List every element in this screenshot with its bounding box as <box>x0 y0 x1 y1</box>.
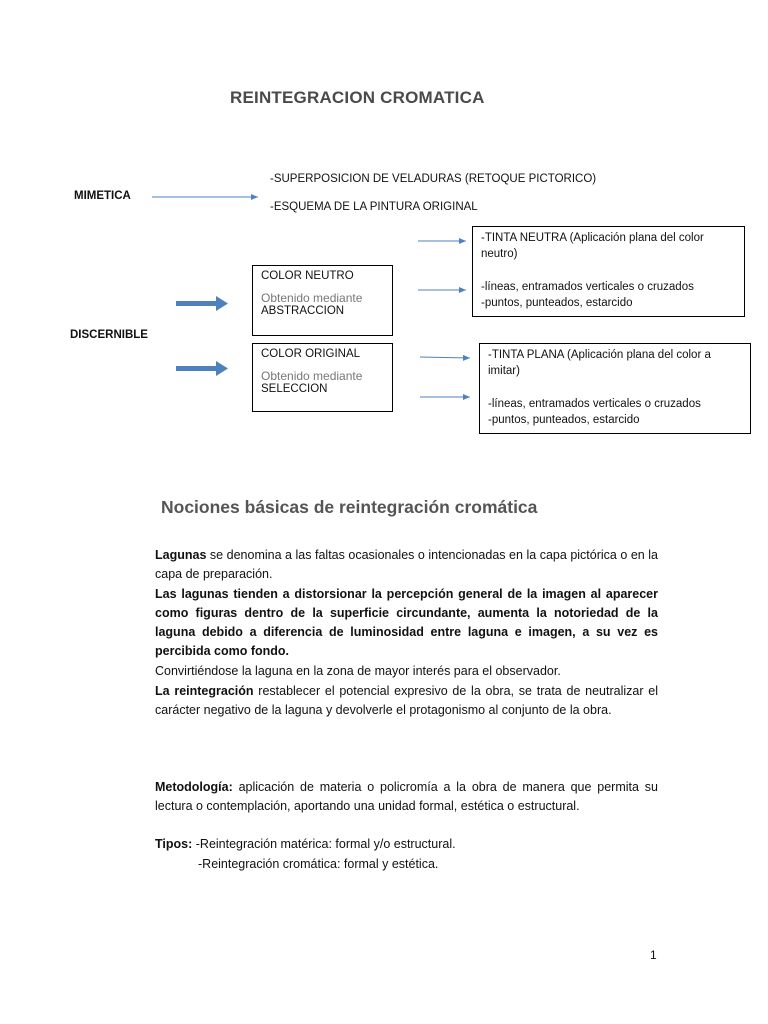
color-original-foot: SELECCION <box>261 383 328 395</box>
tinta-neutra-line-4: -puntos, punteados, estarcido <box>481 297 633 309</box>
paragraph-distorsion <box>155 585 658 661</box>
discernible-label: DISCERNIBLE <box>70 329 148 341</box>
paragraph-metodologia <box>155 778 658 816</box>
distorsion-text: Las lagunas tienden a distorsionar la percepción general de la imagen al aparecer como figuras dentro de la superficie circundante, aumenta la notoriedad de la laguna debido a diferencia de luminosidad entre laguna e imagen, a su vez es percibida como fondo. <box>155 587 658 658</box>
color-neutro-foot: ABSTRACCION <box>261 305 345 317</box>
paragraph-tipos <box>155 835 658 854</box>
lagunas-term: Lagunas <box>155 548 207 562</box>
tipos-item-2: -Reintegración cromática: formal y estética. <box>198 857 439 871</box>
tipos-item-1: -Reintegración matérica: formal y/o estructural. <box>192 837 456 851</box>
paragraph-lagunas <box>155 546 658 584</box>
color-original-head: COLOR ORIGINAL <box>261 348 361 360</box>
tinta-plana-line-4: -puntos, punteados, estarcido <box>488 414 640 426</box>
tinta-neutra-line-1: -TINTA NEUTRA (Aplicación plana del color <box>481 232 704 244</box>
tinta-neutra-line-2: neutro) <box>481 248 518 260</box>
color-original-box <box>252 343 393 412</box>
paragraph-interes: Convirtiéndose la laguna en la zona de mayor interés para el observador. <box>155 664 561 678</box>
metodologia-term: Metodología: <box>155 780 233 794</box>
block-arrow-original <box>176 361 228 376</box>
page-title: REINTEGRACION CROMATICA <box>230 88 485 107</box>
mimetica-item-1: -SUPERPOSICION DE VELADURAS (RETOQUE PICTORICO) <box>270 173 597 185</box>
tinta-neutra-line-3: -líneas, entramados verticales o cruzados <box>481 281 694 293</box>
page-number: 1 <box>650 948 657 962</box>
tinta-plana-line-1: -TINTA PLANA (Aplicación plana del color a <box>488 349 711 361</box>
color-original-sub: Obtenido mediante <box>261 369 363 383</box>
tinta-plana-line-2: imitar) <box>488 365 520 377</box>
reintegracion-term: La reintegración <box>155 684 254 698</box>
tinta-plana-line-3: -líneas, entramados verticales o cruzados <box>488 398 701 410</box>
color-neutro-sub: Obtenido mediante <box>261 291 363 305</box>
color-neutro-head: COLOR NEUTRO <box>261 270 354 282</box>
block-arrow-neutro <box>176 296 228 311</box>
arrow-to-tinta-plana <box>420 357 470 358</box>
tinta-neutra-box <box>472 226 745 317</box>
tipos-term: Tipos: <box>155 837 193 851</box>
mimetica-item-2: -ESQUEMA DE LA PINTURA ORIGINAL <box>270 201 478 213</box>
metodologia-definition: aplicación de materia o policromía a la obra de manera que permita su lectura o contemplación, aportando una unidad formal, estética o estructural. <box>155 780 658 813</box>
mimetica-label: MIMETICA <box>74 190 131 202</box>
reintegracion-definition: restablecer el potencial expresivo de la obra, se trata de neutralizar el carácter negativo de la laguna y devolverle el protagonismo al conjunto de la obra. <box>155 684 658 717</box>
section-title: Nociones básicas de reintegración cromática <box>161 497 538 517</box>
color-neutro-box <box>252 265 393 336</box>
paragraph-reintegracion <box>155 682 658 720</box>
tinta-plana-box <box>479 343 751 434</box>
lagunas-definition: se denomina a las faltas ocasionales o intencionadas en la capa pictórica o en la capa de preparación. <box>155 548 658 581</box>
